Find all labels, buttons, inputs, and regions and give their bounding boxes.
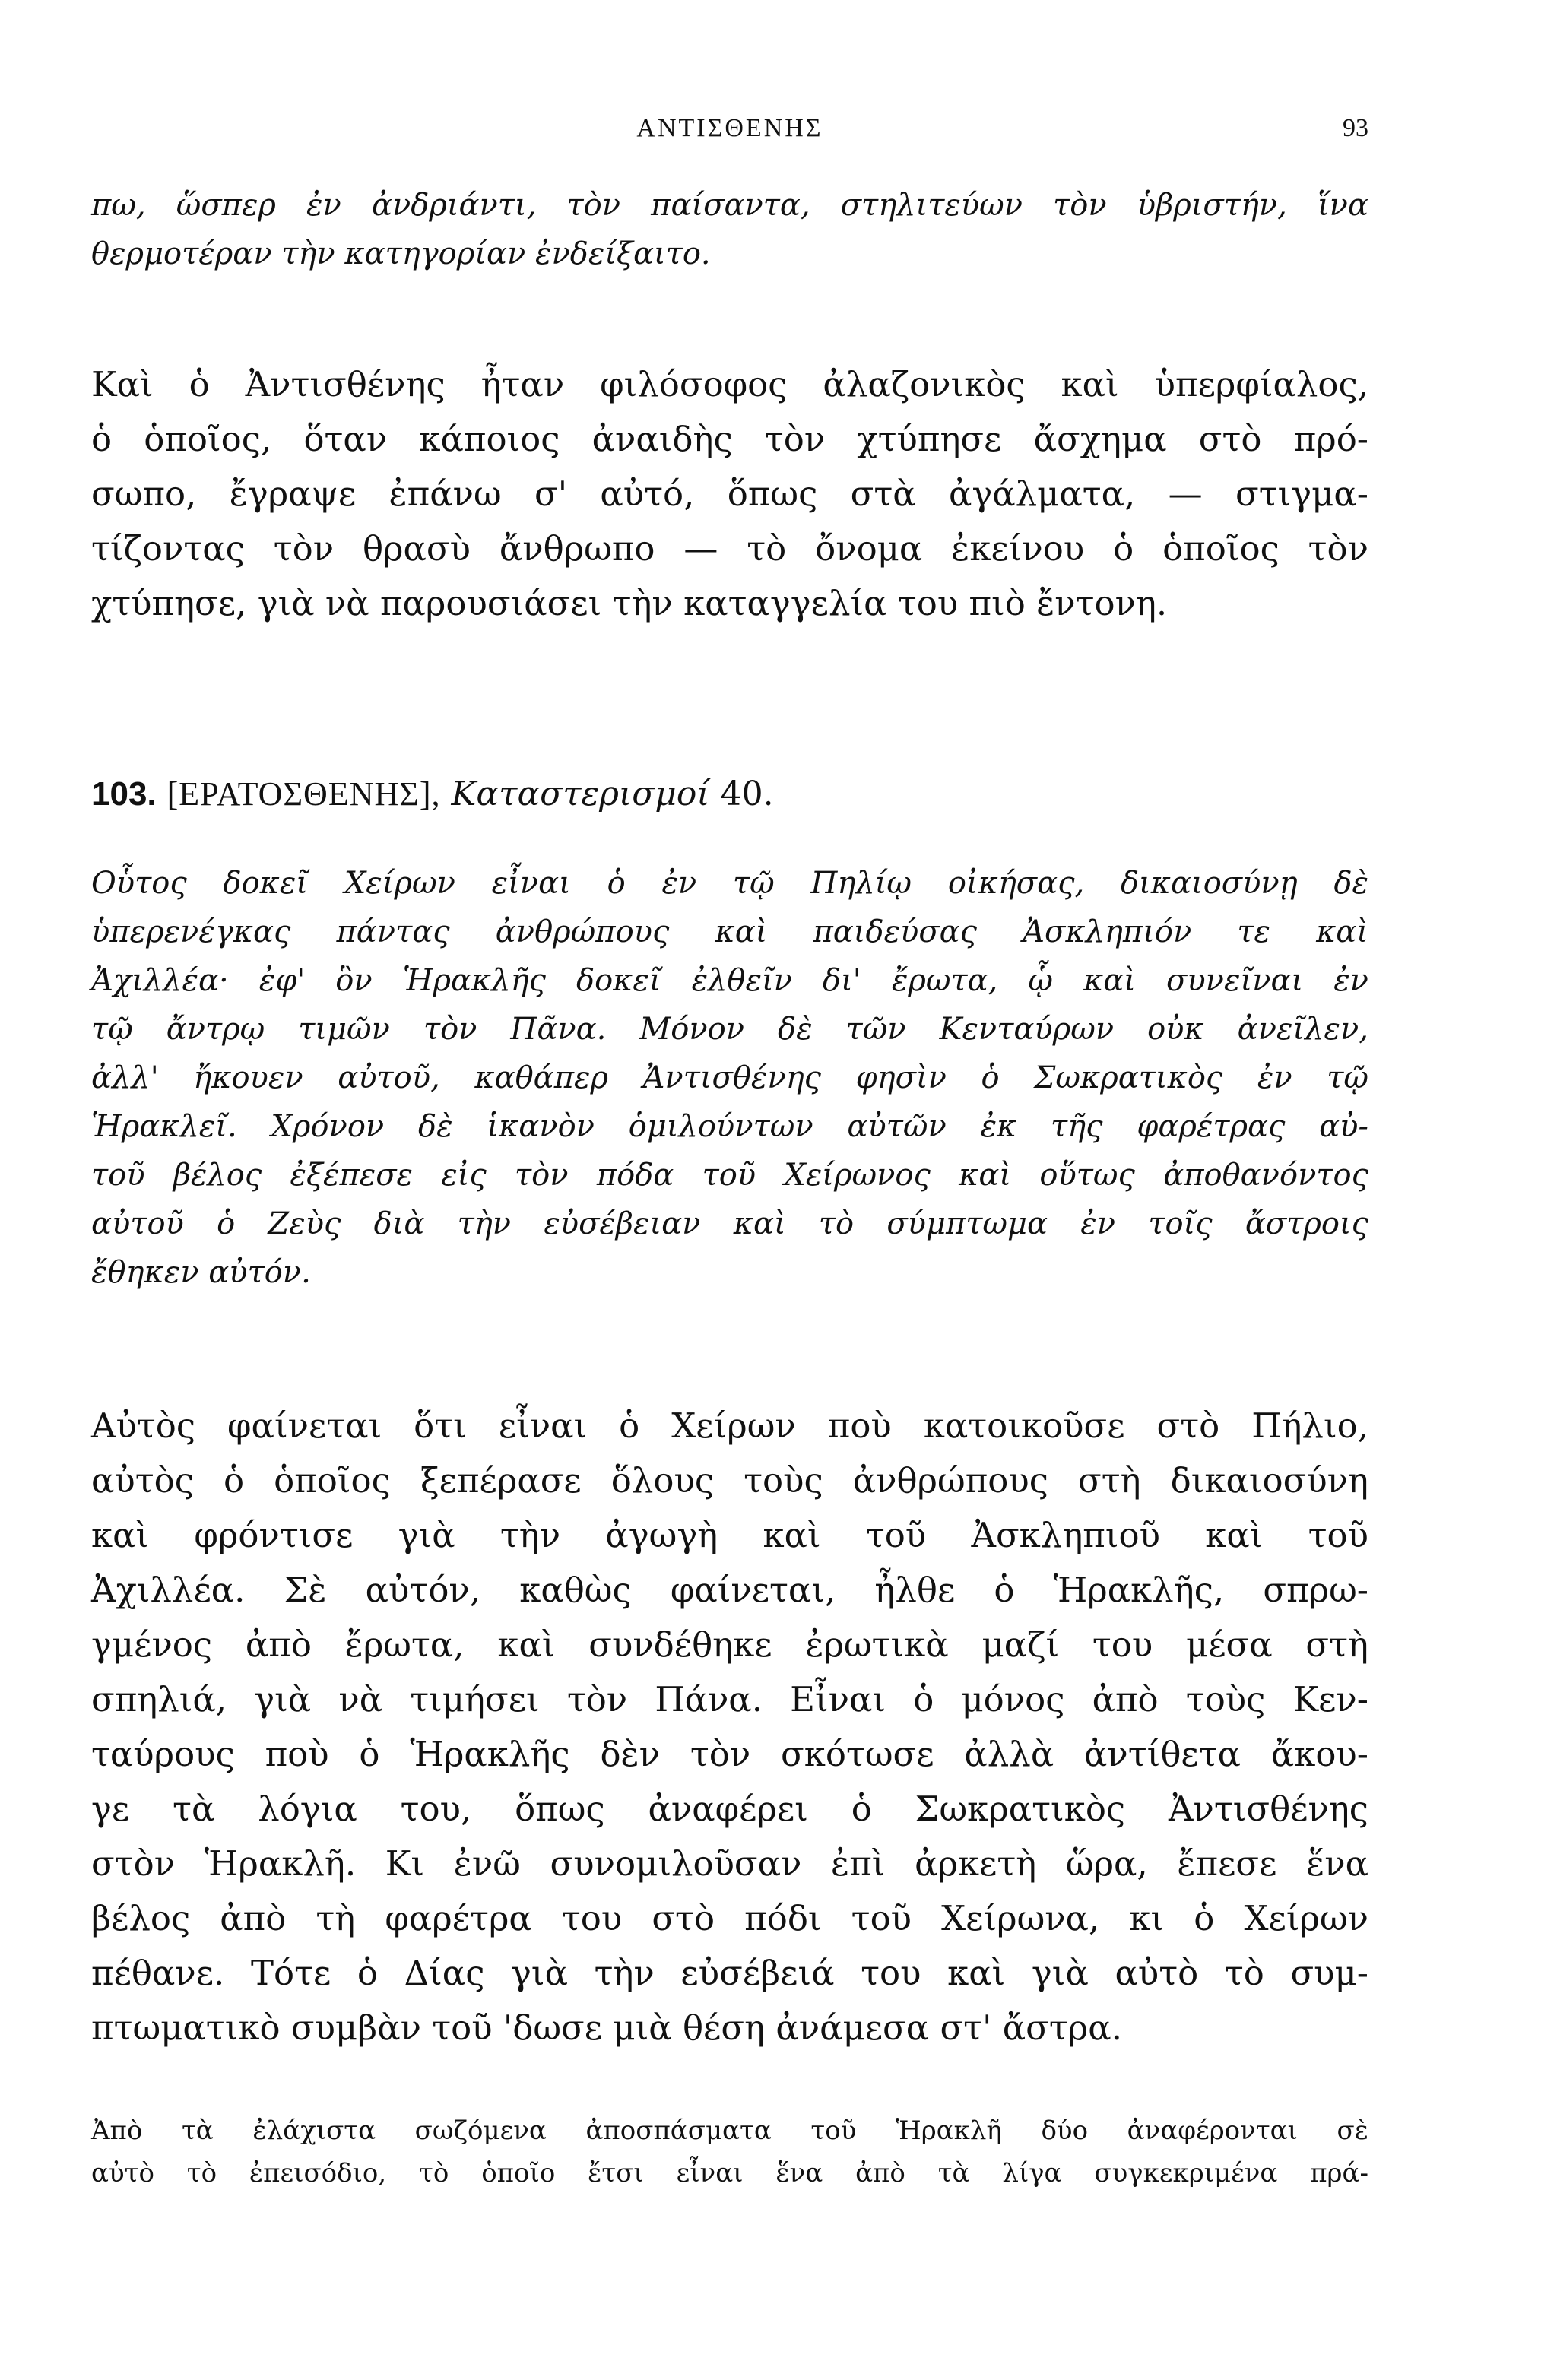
page-number: 93	[1343, 114, 1368, 142]
top-quote	[91, 181, 1368, 278]
footnote-line: αὐτὸ τὸ ἐπεισόδιο, τὸ ὁποῖο ἔτσι εἶναι ἕνα ἀπὸ τὰ λίγα συγκεκριμένα πρά-	[91, 2158, 1368, 2188]
paragraph-translation-2	[91, 1399, 1368, 2055]
paragraph-line: ὁ ὁποῖος, ὅταν κάποιος ἀναιδὴς τὸν χτύπησε ἄσχημα στὸ πρό-	[91, 419, 1368, 459]
paragraph-line: Αὐτὸς φαίνεται ὅτι εἶναι ὁ Χείρων ποὺ κατοικοῦσε στὸ Πήλιο,	[91, 1405, 1368, 1446]
paragraph-line: καὶ φρόντισε γιὰ τὴν ἀγωγὴ καὶ τοῦ Ἀσκληπιοῦ καὶ τοῦ	[91, 1515, 1368, 1555]
paragraph-line: Ἀχιλλέα. Σὲ αὐτόν, καθὼς φαίνεται, ἦλθε ὁ Ἡρακλῆς, σπρω-	[91, 1570, 1368, 1610]
paragraph-line: γε τὰ λόγια του, ὅπως ἀναφέρει ὁ Σωκρατικὸς Ἀντισθένης	[91, 1789, 1368, 1829]
quote-line: ὑπερενέγκας πάντας ἀνθρώπους καὶ παιδεύσας Ἀσκληπιόν τε καὶ	[91, 914, 1368, 949]
entry-work: Καταστερισμοί	[451, 775, 710, 813]
paragraph-line: βέλος ἀπὸ τὴ φαρέτρα του στὸ πόδι τοῦ Χείρωνα, κι ὁ Χείρων	[91, 1898, 1368, 1938]
footnote	[91, 2109, 1368, 2195]
entry-number: 103.	[91, 775, 157, 813]
quote-line: ἀλλ' ἤκουεν αὐτοῦ, καθάπερ Ἀντισθένης φησὶν ὁ Σωκρατικὸς ἐν τῷ	[91, 1060, 1368, 1095]
paragraph-translation-1	[91, 357, 1368, 631]
paragraph-line: γμένος ἀπὸ ἔρωτα, καὶ συνδέθηκε ἐρωτικὰ μαζί του μέσα στὴ	[91, 1624, 1368, 1665]
entry-author: [ΕΡΑΤΟΣΘΕΝΗΣ],	[166, 775, 441, 813]
running-head: ΑΝΤΙΣΘΕΝΗΣ	[636, 114, 823, 142]
quote-line: ἔθηκεν αὐτόν.	[91, 1255, 311, 1290]
paragraph-line: Καὶ ὁ Ἀντισθένης ἦταν φιλόσοφος ἀλαζονικὸς καὶ ὑπερφίαλος,	[91, 364, 1368, 404]
ancient-quote	[91, 859, 1368, 1297]
entry-heading	[91, 772, 1368, 817]
quote-line: Ἡρακλεῖ. Χρόνον δὲ ἱκανὸν ὁμιλούντων αὐτῶν ἐκ τῆς φαρέτρας αὐ-	[91, 1109, 1368, 1144]
paragraph-line: τίζοντας τὸν θρασὺ ἄνθρωπο — τὸ ὄνομα ἐκείνου ὁ ὁποῖος τὸν	[91, 528, 1368, 569]
paragraph-line: στὸν Ἡρακλῆ. Κι ἐνῶ συνομιλοῦσαν ἐπὶ ἀρκετὴ ὥρα, ἔπεσε ἕνα	[91, 1843, 1368, 1884]
paragraph-line: αὐτὸς ὁ ὁποῖος ξεπέρασε ὅλους τοὺς ἀνθρώπους στὴ δικαιοσύνη	[91, 1460, 1368, 1501]
quote-line: τῷ ἄντρῳ τιμῶν τὸν Πᾶνα. Μόνον δὲ τῶν Κενταύρων οὐκ ἀνεῖλεν,	[91, 1012, 1368, 1047]
quote-line: πω, ὥσπερ ἐν ἀνδριάντι, τὸν παίσαντα, στηλιτεύων τὸν ὑβριστήν, ἵνα	[91, 188, 1368, 223]
quote-line: Οὗτος δοκεῖ Χείρων εἶναι ὁ ἐν τῷ Πηλίῳ οἰκήσας, δικαιοσύνῃ δὲ	[91, 866, 1368, 901]
quote-line: αὐτοῦ ὁ Ζεὺς διὰ τὴν εὐσέβειαν καὶ τὸ σύμπτωμα ἐν τοῖς ἄστροις	[91, 1206, 1368, 1241]
paragraph-line: πέθανε. Τότε ὁ Δίας γιὰ τὴν εὐσέβειά του καὶ γιὰ αὐτὸ τὸ συμ-	[91, 1953, 1368, 1993]
paragraph-line: χτύπησε, γιὰ νὰ παρουσιάσει τὴν καταγγελία του πιὸ ἔντονη.	[91, 583, 1168, 623]
page-header	[91, 114, 1368, 152]
paragraph-line: σωπο, ἔγραψε ἐπάνω σ' αὐτό, ὅπως στὰ ἀγάλματα, — στιγμα-	[91, 474, 1368, 514]
paragraph-line: πτωματικὸ συμβὰν τοῦ 'δωσε μιὰ θέση ἀνάμεσα στ' ἄστρα.	[91, 2008, 1122, 2048]
quote-line: Ἀχιλλέα· ἐφ' ὃν Ἡρακλῆς δοκεῖ ἐλθεῖν δι' ἔρωτα, ᾧ καὶ συνεῖναι ἐν	[91, 963, 1368, 998]
quote-line: τοῦ βέλος ἐξέπεσε εἰς τὸν πόδα τοῦ Χείρωνος καὶ οὕτως ἀποθανόντος	[91, 1158, 1368, 1193]
quote-line: θερμοτέραν τὴν κατηγορίαν ἐνδείξαιτο.	[91, 236, 711, 271]
paragraph-line: ταύρους ποὺ ὁ Ἡρακλῆς δὲν τὸν σκότωσε ἀλλὰ ἀντίθετα ἄκου-	[91, 1734, 1368, 1774]
entry-ref: 40.	[720, 775, 774, 813]
paragraph-line: σπηλιά, γιὰ νὰ τιμήσει τὸν Πάνα. Εἶναι ὁ μόνος ἀπὸ τοὺς Κεν-	[91, 1679, 1368, 1719]
footnote-line: Ἀπὸ τὰ ἐλάχιστα σωζόμενα ἀποσπάσματα τοῦ Ἡρακλῆ δύο ἀναφέρονται σὲ	[91, 2115, 1368, 2146]
